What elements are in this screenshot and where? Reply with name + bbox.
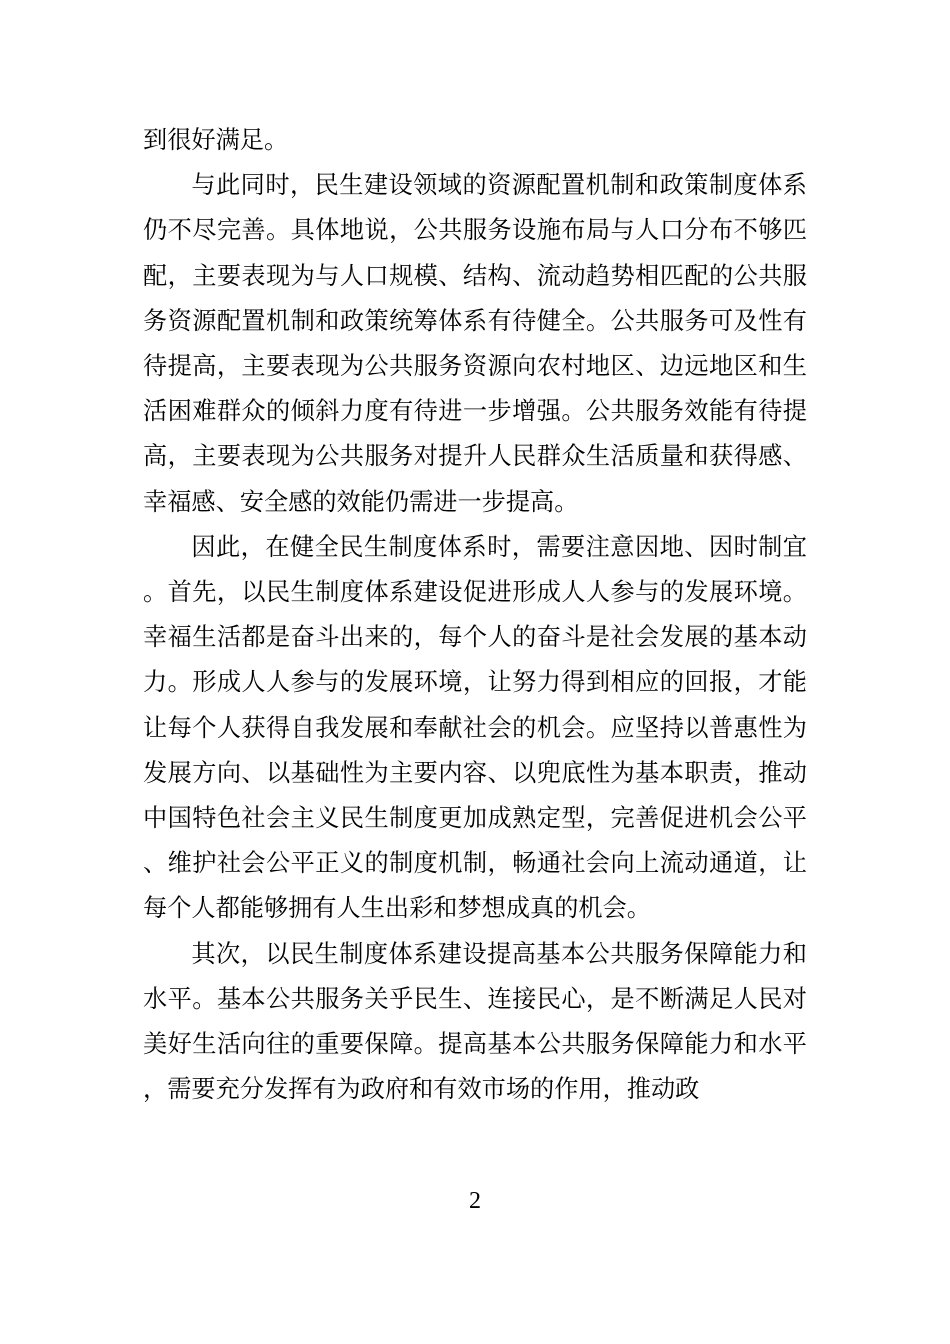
paragraph-resource-allocation: 与此同时，民生建设领域的资源配置机制和政策制度体系仍不尽完善。具体地说，公共服务设施布局与人口分布不够匹配，主要表现为与人口规模、结构、流动趋势相匹配的公共服务资源配置机制和政策统筹体系有待健全。公共服务可及性有待提高，主要表现为公共服务资源向农村地区、边远地区和生活困难群众的倾斜力度有待进一步增强。公共服务效能有待提高，主要表现为公共服务对提升人民群众生活质量和获得感、幸福感、安全感的效能仍需进一步提高。	[143, 171, 807, 516]
body-text	[143, 118, 807, 1112]
page-number: 2	[469, 1188, 481, 1214]
paragraph-continuation: 到很好满足。	[143, 126, 289, 154]
paragraph-development-environment: 因此，在健全民生制度体系时，需要注意因地、因时制宜。首先，以民生制度体系建设促进形成人人参与的发展环境。幸福生活都是奋斗出来的，每个人的奋斗是社会发展的基本动力。形成人人参与的发展环境，让努力得到相应的回报，才能让每个人获得自我发展和奉献社会的机会。应坚持以普惠性为发展方向、以基础性为主要内容、以兜底性为基本职责，推动中国特色社会主义民生制度更加成熟定型，完善促进机会公平、维护社会公平正义的制度机制，畅通社会向上流动通道，让每个人都能够拥有人生出彩和梦想成真的机会。	[143, 532, 807, 923]
paragraph-public-services: 其次，以民生制度体系建设提高基本公共服务保障能力和水平。基本公共服务关乎民生、连接民心，是不断满足人民对美好生活向往的重要保障。提高基本公共服务保障能力和水平，需要充分发挥有为政府和有效市场的作用，推动政	[143, 939, 807, 1104]
